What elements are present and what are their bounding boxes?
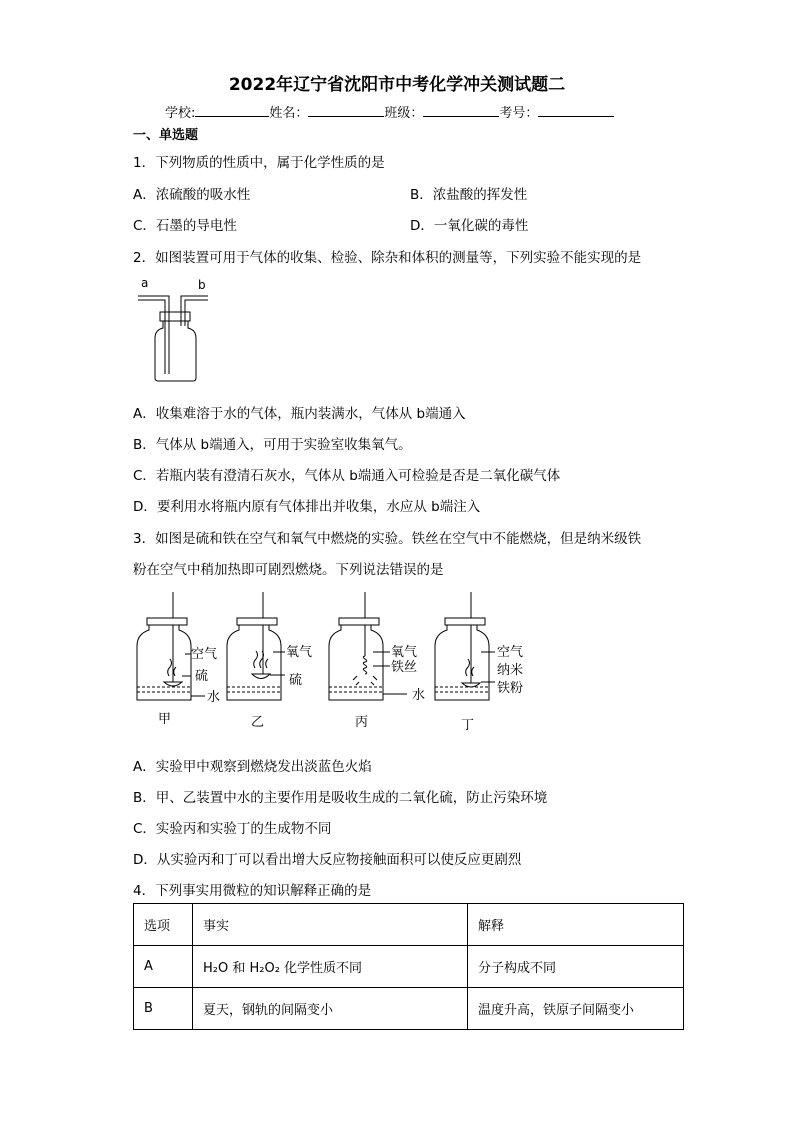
row-explanation: 分子构成不同 (468, 946, 684, 988)
q1-option-d: D．一氧化碳的毒性 (410, 218, 529, 234)
fig-label-b: b (198, 278, 206, 292)
q1-option-a: A．浓硫酸的吸水性 (133, 187, 251, 203)
school-label: 学校: (165, 106, 196, 121)
name-blank[interactable] (308, 104, 384, 117)
jar-yi (227, 592, 285, 700)
yi-sulfur-label: 硫 (289, 673, 303, 688)
q3-stem-line2: 粉在空气中稍加热即可剧烈燃烧。下列说法错误的是 (133, 562, 444, 578)
table-header-row (134, 904, 684, 946)
table-row (134, 988, 684, 1030)
school-blank[interactable] (195, 104, 269, 117)
caption-yi: 乙 (251, 715, 265, 730)
page-title: 2022年辽宁省沈阳市中考化学冲关测试题二 (228, 75, 566, 95)
q1-stem: 1．下列物质的性质中，属于化学性质的是 (133, 155, 385, 171)
q4-stem: 4．下列事实用微粒的知识解释正确的是 (133, 883, 372, 899)
q3-option-b: B．甲、乙装置中水的主要作用是吸收生成的二氧化硫，防止污染环境 (133, 790, 548, 806)
combustion-experiment-figure (133, 590, 553, 738)
q4-table (133, 903, 684, 1030)
jar-ding (435, 592, 495, 700)
student-info-line (165, 102, 614, 121)
name-label: 姓名： (269, 106, 309, 121)
q1-option-b: B．浓盐酸的挥发性 (410, 187, 528, 203)
exam-no-blank[interactable] (538, 104, 614, 117)
q3-option-c: C．实验丙和实验丁的生成物不同 (133, 821, 332, 837)
yi-oxygen-label: 氧气 (286, 645, 313, 660)
exam-no-label: 考号： (499, 106, 539, 121)
caption-jia: 甲 (158, 712, 172, 727)
table-row (134, 946, 684, 988)
q2-option-a: A．收集难溶于水的气体，瓶内装满水，气体从 b端通入 (133, 406, 466, 422)
header-explanation: 解释 (468, 904, 684, 946)
ding-air-label: 空气 (497, 645, 524, 660)
q3-option-a: A．实验甲中观察到燃烧发出淡蓝色火焰 (133, 759, 372, 775)
gas-bottle-figure (133, 274, 223, 386)
bing-oxygen-label: 氧气 (391, 645, 418, 660)
class-blank[interactable] (423, 104, 499, 117)
row-fact: H₂O 和 H₂O₂ 化学性质不同 (193, 946, 468, 988)
q3-stem-line1: 3．如图是硫和铁在空气和氧气中燃烧的实验。铁丝在空气中不能燃烧，但是纳米级铁 (133, 531, 642, 547)
q3-option-d: D．从实验丙和丁可以看出增大反应物接触面积可以使反应更剧烈 (133, 852, 522, 868)
q1-option-c: C．石墨的导电性 (133, 218, 237, 234)
row-option: B (134, 988, 193, 1030)
q2-option-d: D．要利用水将瓶内原有气体排出并收集，水应从 b端注入 (133, 499, 481, 515)
q2-option-b: B．气体从 b端通入，可用于实验室收集氧气。 (133, 437, 412, 453)
row-fact: 夏天，钢轨的间隔变小 (193, 988, 468, 1030)
water-label-1: 水 (207, 690, 221, 705)
header-option: 选项 (134, 904, 193, 946)
section-heading: 一、单选题 (133, 128, 199, 143)
header-fact: 事实 (193, 904, 468, 946)
jia-air-label: 空气 (191, 647, 218, 662)
caption-ding: 丁 (461, 718, 475, 733)
row-explanation: 温度升高，铁原子间隔变小 (468, 988, 684, 1030)
fig-label-a: a (141, 276, 149, 290)
ding-nano-label-2: 铁粉 (497, 681, 524, 696)
row-option: A (134, 946, 193, 988)
caption-bing: 丙 (355, 715, 369, 730)
q2-stem: 2．如图装置可用于气体的收集、检验、除杂和体积的测量等，下列实验不能实现的是 (133, 250, 642, 266)
class-label: 班级： (384, 106, 424, 121)
q2-option-c: C．若瓶内装有澄清石灰水，气体从 b端通入可检验是否是二氧化碳气体 (133, 468, 561, 484)
ding-nano-label-1: 纳米 (497, 663, 524, 678)
jia-sulfur-label: 硫 (195, 669, 209, 684)
water-label-2: 水 (412, 688, 426, 703)
bing-wire-label: 铁丝 (391, 660, 418, 675)
